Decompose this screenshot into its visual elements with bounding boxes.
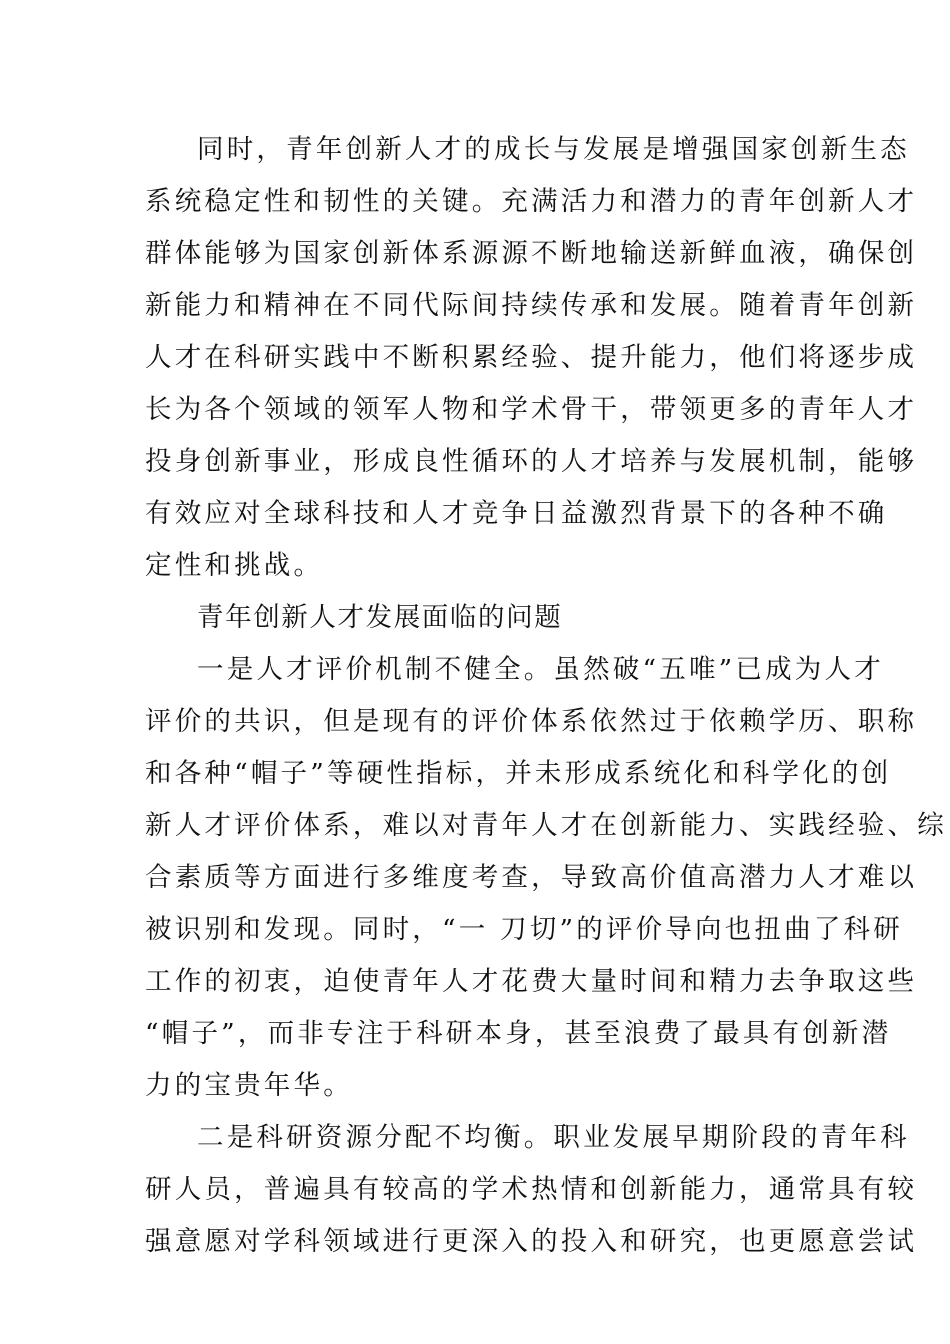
- paragraph-line: 新能力和精神在不同代际间持续传承和发展。随着青年创新: [145, 290, 918, 321]
- paragraph-line: 评价的共识，但是现有的评价体系依然过于依赖学历、职称: [145, 706, 918, 737]
- paragraph-line: 强意愿对学科领域进行更深入的投入和研究，也更愿意尝试: [145, 1226, 918, 1257]
- paragraph-line: 力的宝贵年华。: [145, 1070, 353, 1101]
- paragraph-line: 一是人才评价机制不健全。虽然破“五唯”已成为人才: [197, 654, 884, 685]
- paragraph-line: 二是科研资源分配不均衡。职业发展早期阶段的青年科: [197, 1122, 910, 1153]
- paragraph-line: 研人员，普遍具有较高的学术热情和创新能力，通常具有较: [145, 1174, 918, 1205]
- paragraph-line: 同时，青年创新人才的成长与发展是增强国家创新生态: [197, 134, 910, 165]
- paragraph-line: “帽子”，而非专注于科研本身，甚至浪费了最具有创新潜: [145, 1018, 892, 1049]
- paragraph-line: 定性和挑战。: [145, 550, 324, 581]
- paragraph-line: 长为各个领域的领军人物和学术骨干，带领更多的青年人才: [145, 394, 918, 425]
- paragraph-line: 人才在科研实践中不断积累经验、提升能力，他们将逐步成: [145, 342, 918, 373]
- paragraph-line: 群体能够为国家创新体系源源不断地输送新鲜血液，确保创: [145, 238, 918, 269]
- paragraph-line: 合素质等方面进行多维度考查，导致高价值高潜力人才难以: [145, 862, 918, 893]
- paragraph-line: 投身创新事业，形成良性循环的人才培养与发展机制，能够: [145, 446, 918, 477]
- section-heading: 青年创新人才发展面临的问题: [197, 602, 563, 633]
- paragraph-line: 系统稳定性和韧性的关键。充满活力和潜力的青年创新人才: [145, 186, 918, 217]
- paragraph-line: 有效应对全球科技和人才竞争日益激烈背景下的各种不确: [145, 498, 888, 529]
- paragraph-line: 工作的初衷，迫使青年人才花费大量时间和精力去争取这些: [145, 966, 918, 997]
- paragraph-line: 和各种“帽子”等硬性指标，并未形成系统化和科学化的创: [145, 758, 892, 789]
- paragraph-line: 新人才评价体系，难以对青年人才在创新能力、实践经验、综: [145, 810, 947, 841]
- document-body: [145, 124, 947, 1268]
- paragraph-line: 被识别和发现。同时，“一 刀切”的评价导向也扭曲了科研: [145, 914, 903, 945]
